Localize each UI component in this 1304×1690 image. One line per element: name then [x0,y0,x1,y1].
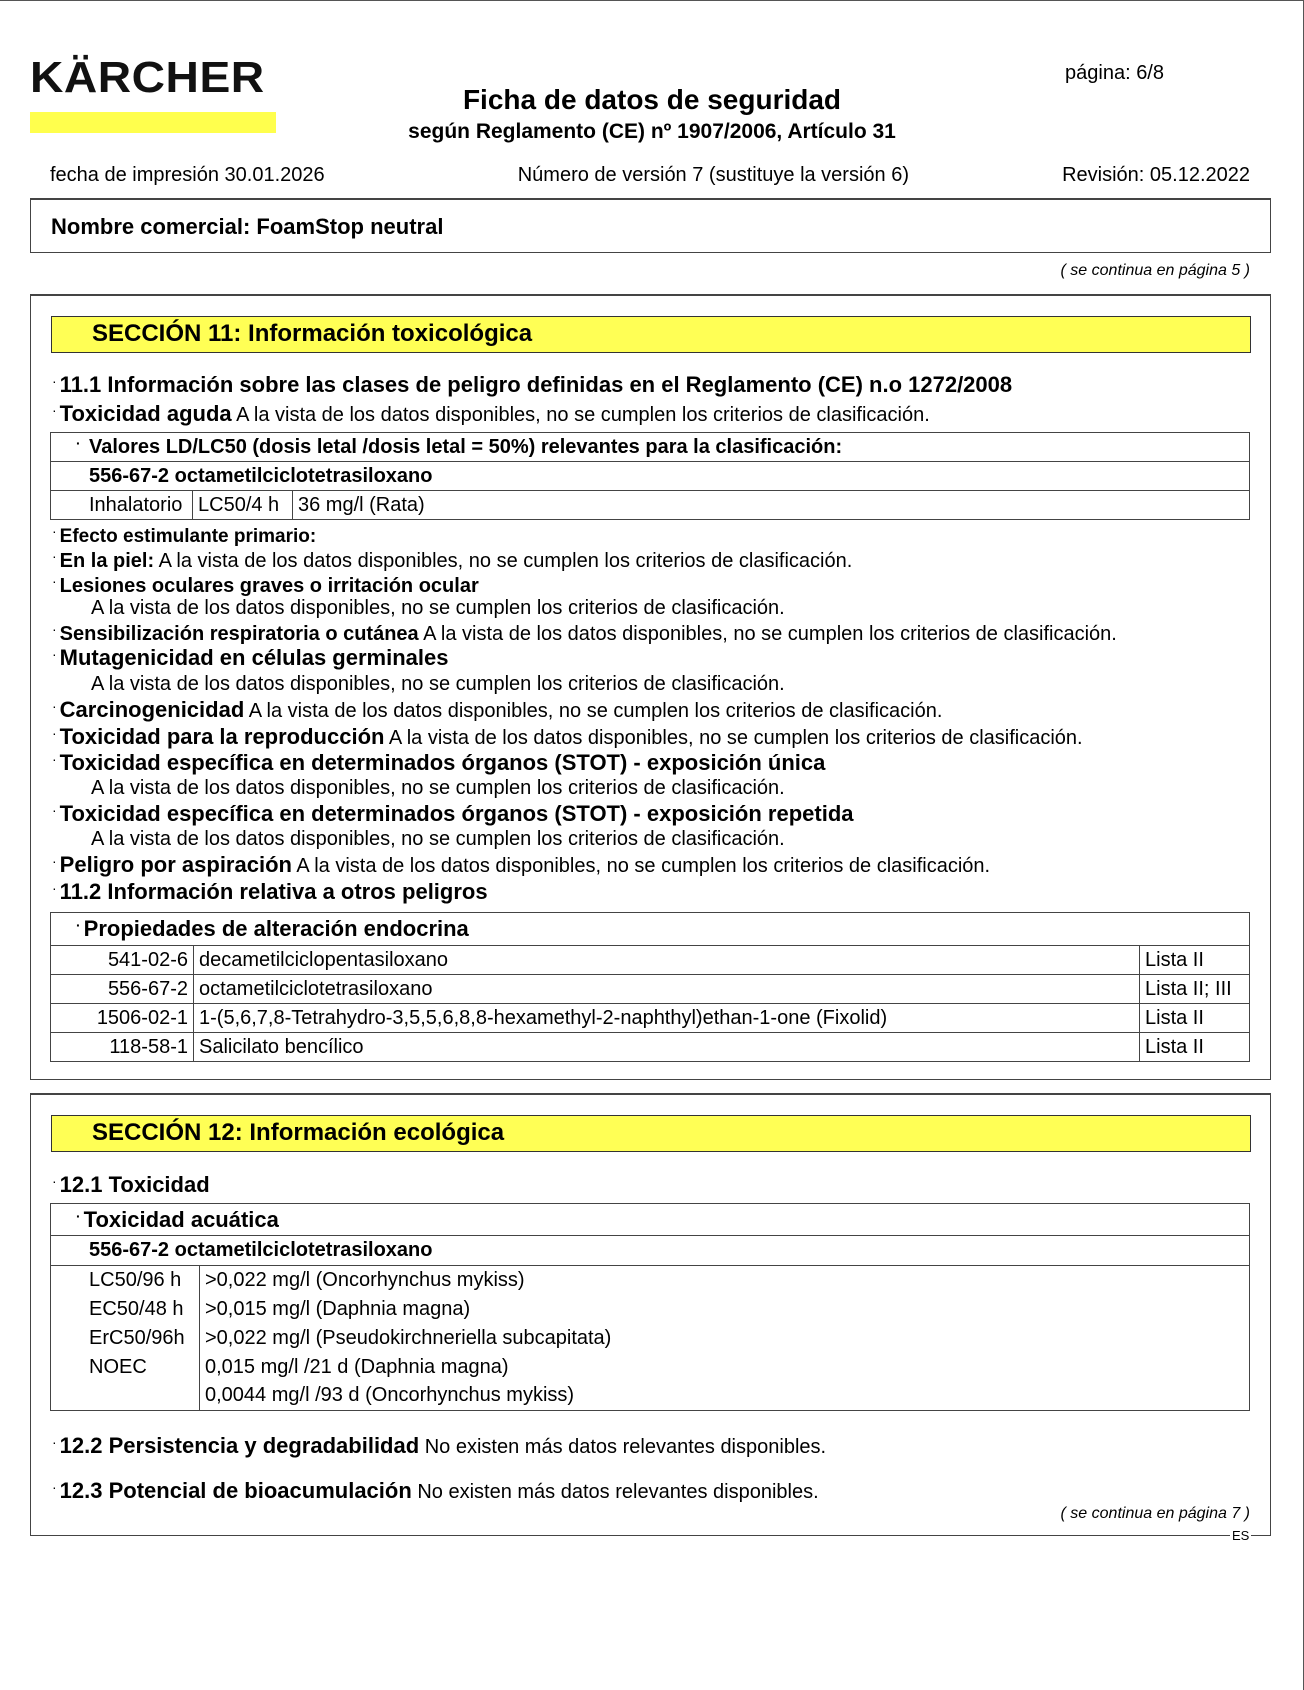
skin-effect: · En la piel: A la vista de los datos disponibles, no se cumplen los criterios de clasificación. [52,548,853,572]
logo-text: KÄRCHER [30,53,265,102]
section-12-header: SECCIÓN 12: Información ecológica [51,1115,1251,1152]
name-cell: decametilciclopentasiloxano [194,946,1140,975]
aspiration-hazard-label: Peligro por aspiración [59,852,292,877]
type-cell [51,1382,200,1411]
bioaccumulation-text: No existen más datos relevantes disponibles. [417,1481,819,1503]
ld-table-header-text: Valores LD/LC50 (dosis letal /dosis letal = 50%) relevantes para la clasificación: [89,435,843,458]
type-cell: LC50/96 h [51,1266,200,1295]
aspiration-hazard-text: A la vista de los datos disponibles, no se cumplen los criterios de clasificación. [296,855,991,877]
subsection-11-1: · 11.1 Información sobre las clases de peligro definidas en el Reglamento (CE) n.o 1272/2008 [52,372,1013,397]
endocrine-header-row [51,913,1250,946]
eye-damage-text: A la vista de los datos disponibles, no se cumplen los criterios de clasificación. [91,597,785,619]
list-cell: Lista II [1140,1033,1250,1062]
acute-toxicity-text: A la vista de los datos disponibles, no se cumplen los criterios de clasificación. [236,404,930,426]
subsection-11-1-title: 11.1 Información sobre las clases de peligro definidas en el Reglamento (CE) n.o 1272/2008 [59,372,1013,397]
subsection-12-1-title: 12.1 Toxicidad [59,1172,210,1197]
product-name-box [30,198,1271,253]
persistence-text: No existen más datos relevantes disponibles. [424,1436,827,1458]
document-title-text: Ficha de datos de seguridad [462,84,842,115]
mutagenicity-label: Mutagenicidad en células germinales [59,645,449,670]
continued-on-note: ( se continua en página 7 ) [1060,1505,1250,1522]
stot-repeated: · Toxicidad específica en determinados órganos (STOT) - exposición repetida [52,801,854,826]
cas-cell: 556-67-2 [51,975,194,1004]
ld-table-header: · Valores LD/LC50 (dosis letal /dosis letal = 50%) relevantes para la clasificación: [51,433,1250,462]
eye-damage: · Lesiones oculares graves o irritación ocular [52,573,479,597]
value-cell: 36 mg/l (Rata) [293,491,1250,520]
ld-table-substance: 556-67-2 octametilciclotetrasiloxano [51,462,1250,491]
page-number: página: 6/8 [1065,62,1164,84]
value-cell: >0,015 mg/l (Daphnia magna) [200,1295,1250,1324]
endocrine-header-text: Propiedades de alteración endocrina [83,916,469,941]
table-row [51,1004,1250,1033]
value-cell: 0,015 mg/l /21 d (Daphnia magna) [200,1353,1250,1382]
sensitisation-label: Sensibilización respiratoria o cutánea [59,623,419,645]
acute-toxicity: · Toxicidad aguda A la vista de los datos disponibles, no se cumplen los criterios de clasificación. [52,401,930,426]
value-cell: >0,022 mg/l (Oncorhynchus mykiss) [200,1266,1250,1295]
aquatic-header-text: Toxicidad acuática [83,1206,279,1232]
table-row [51,1033,1250,1062]
name-cell: Salicilato bencílico [194,1033,1140,1062]
reproductive-toxicity-label: Toxicidad para la reproducción [59,724,385,749]
document-subtitle: según Reglamento (CE) nº 1907/2006, Artículo 31 [408,120,896,143]
type-cell: EC50/48 h [51,1295,200,1324]
mutagenicity: · Mutagenicidad en células germinales [52,645,449,670]
table-row [51,491,1250,520]
subsection-12-1: · 12.1 Toxicidad [52,1172,210,1197]
table-row [51,975,1250,1004]
list-cell: Lista II [1140,946,1250,975]
table-row [51,1295,1250,1324]
carcinogenicity: · Carcinogenicidad A la vista de los datos disponibles, no se cumplen los criterios de clasificación. [52,697,943,722]
aquatic-header-row [51,1204,1250,1236]
aspiration-hazard: · Peligro por aspiración A la vista de los datos disponibles, no se cumplen los criterios de clasificación. [52,852,991,877]
skin-effect-label: En la piel: [59,550,155,572]
stot-single: · Toxicidad específica en determinados órganos (STOT) - exposición única [52,750,826,775]
table-row [51,1382,1250,1411]
stot-repeated-label: Toxicidad específica en determinados órganos (STOT) - exposición repetida [59,801,854,826]
type-cell: ErC50/96h [51,1324,200,1353]
cas-cell: 541-02-6 [51,946,194,975]
acute-toxicity-label: Toxicidad aguda [59,401,232,426]
table-row [51,1266,1250,1295]
list-cell: Lista II [1140,1004,1250,1033]
skin-effect-text: A la vista de los datos disponibles, no se cumplen los criterios de clasificación. [158,550,853,572]
route-cell: Inhalatorio [51,491,193,520]
bioaccumulation: · 12.3 Potencial de bioacumulación No existen más datos relevantes disponibles. [52,1478,819,1503]
language-tag: ES [1232,1528,1250,1543]
type-cell: LC50/4 h [193,491,293,520]
ld-table-header-row [51,433,1250,462]
sensitisation: · Sensibilización respiratoria o cutánea A la vista de los datos disponibles, no se cumplen los criterios de clasificación. [52,621,1117,645]
section-11-header: SECCIÓN 11: Información toxicológica [51,316,1251,353]
list-cell: Lista II; III [1140,975,1250,1004]
document-title [0,84,1304,116]
meta-row [50,164,1250,187]
reproductive-toxicity-text: A la vista de los datos disponibles, no se cumplen los criterios de clasificación. [388,727,1083,749]
persistence: · 12.2 Persistencia y degradabilidad No existen más datos relevantes disponibles. [52,1433,827,1458]
aquatic-substance: 556-67-2 octametilciclotetrasiloxano [51,1236,1250,1266]
endocrine-table [50,912,1250,1062]
endocrine-header: · Propiedades de alteración endocrina [51,913,1250,946]
table-row [51,1353,1250,1382]
name-cell: octametilciclotetrasiloxano [194,975,1140,1004]
ld-lc50-table [50,432,1250,520]
aquatic-header: · Toxicidad acuática [51,1204,1250,1236]
mutagenicity-text: A la vista de los datos disponibles, no se cumplen los criterios de clasificación. [91,673,785,695]
subsection-11-2: · 11.2 Información relativa a otros peligros [52,879,488,904]
eye-damage-label: Lesiones oculares graves o irritación ocular [59,575,479,597]
aquatic-substance-row [51,1236,1250,1266]
value-cell: >0,022 mg/l (Pseudokirchneriella subcapitata) [200,1324,1250,1353]
stot-single-label: Toxicidad específica en determinados órganos (STOT) - exposición única [59,750,826,775]
persistence-label: 12.2 Persistencia y degradabilidad [59,1433,420,1458]
carcinogenicity-label: Carcinogenicidad [59,697,245,722]
sensitisation-text: A la vista de los datos disponibles, no se cumplen los criterios de clasificación. [423,623,1117,645]
cas-cell: 118-58-1 [51,1033,194,1062]
carcinogenicity-text: A la vista de los datos disponibles, no se cumplen los criterios de clasificación. [248,700,943,722]
reproductive-toxicity: · Toxicidad para la reproducción A la vista de los datos disponibles, no se cumplen los criterios de clasificación. [52,724,1083,749]
type-cell: NOEC [51,1353,200,1382]
product-label: Nombre comercial: [51,214,251,239]
subsection-11-2-title: 11.2 Información relativa a otros peligros [59,879,488,904]
cas-cell: 1506-02-1 [51,1004,194,1033]
value-cell: 0,0044 mg/l /93 d (Oncorhynchus mykiss) [200,1382,1250,1411]
primary-effect-label: Efecto estimulante primario: [59,526,317,547]
continued-from-note: ( se continua en página 5 ) [1060,262,1250,279]
ld-table-substance-row [51,462,1250,491]
bioaccumulation-label: 12.3 Potencial de bioacumulación [59,1478,412,1503]
table-row [51,1324,1250,1353]
revision-date: Revisión: 05.12.2022 [1062,164,1250,186]
table-row [51,946,1250,975]
aquatic-toxicity-table [50,1203,1250,1411]
stot-repeated-text: A la vista de los datos disponibles, no se cumplen los criterios de clasificación. [91,828,785,850]
name-cell: 1-(5,6,7,8-Tetrahydro-3,5,5,6,8,8-hexamethyl-2-naphthyl)ethan-1-one (Fixolid) [194,1004,1140,1033]
stot-single-text: A la vista de los datos disponibles, no se cumplen los criterios de clasificación. [91,777,785,799]
product-name: FoamStop neutral [256,214,444,239]
print-date: fecha de impresión 30.01.2026 [50,164,325,186]
primary-effect: · Efecto estimulante primario: [52,523,317,547]
version-number: Número de versión 7 (sustituye la versión 6) [517,164,909,186]
